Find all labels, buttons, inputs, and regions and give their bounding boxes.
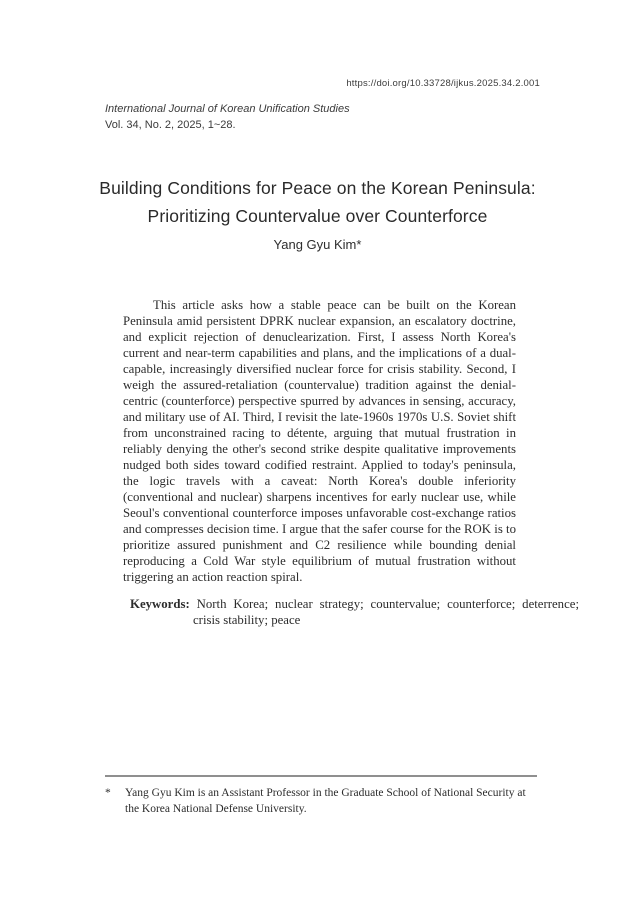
- author-name: Yang Gyu Kim*: [273, 237, 362, 252]
- keywords-list: North Korea; nuclear strategy; countervalue; counterforce; deterrence; crisis stability; peace: [193, 597, 579, 627]
- journal-header: [105, 102, 350, 133]
- footnote-asterisk: *: [105, 787, 111, 799]
- footnote-text: Yang Gyu Kim is an Assistant Professor in the Graduate School of National Security at the Korea National Defense University.: [125, 787, 526, 815]
- paper-title: [0, 174, 635, 230]
- journal-volume-line: Vol. 34, No. 2, 2025, 1~28.: [105, 118, 236, 131]
- abstract-paragraph: This article asks how a stable peace can be built on the Korean Peninsula amid persistent DPRK nuclear expansion, an escalatory doctrine, and explicit rejection of denuclearization. First, I assess North Korea's current and near-term capabilities and plans, and the implications of a dual-capable, increasingly diversified nuclear force for crisis stability. Second, I weigh the assured-retaliation (countervalue) tradition against the denial-centric (counterforce) perspective spurred by advances in sensing, accuracy, and military use of AI. Third, I revisit the late-1960s 1970s U.S. Soviet shift from unconstrained racing to détente, arguing that mutual frustration in reliably denying the other's second strike despite qualitative improvements nudged both sides toward codified restraint. Applied to today's peninsula, the logic travels with a caveat: North Korea's double inferiority (conventional and nuclear) sharpens incentives for early nuclear use, while Seoul's conventional counterforce imposes unfavorable cost-exchange ratios and compresses decision time. I argue that the safer course for the ROK is to prioritize assured punishment and C2 resilience while bounding denial reproducing a Cold War style equilibrium of mutual frustration without triggering an action reaction spiral.: [123, 298, 516, 584]
- keywords-label: Keywords:: [130, 597, 190, 611]
- journal-name: International Journal of Korean Unification Studies: [105, 103, 350, 115]
- paper-title-line1: Building Conditions for Peace on the Korean Peninsula:: [99, 177, 536, 198]
- footnote-divider: [105, 775, 537, 777]
- keywords-block: [130, 596, 579, 628]
- doi-link[interactable]: https://doi.org/10.33728/ijkus.2025.34.2.001: [346, 78, 540, 89]
- paper-title-line2: Prioritizing Countervalue over Counterforce: [147, 205, 488, 226]
- author-footnote: [105, 785, 539, 817]
